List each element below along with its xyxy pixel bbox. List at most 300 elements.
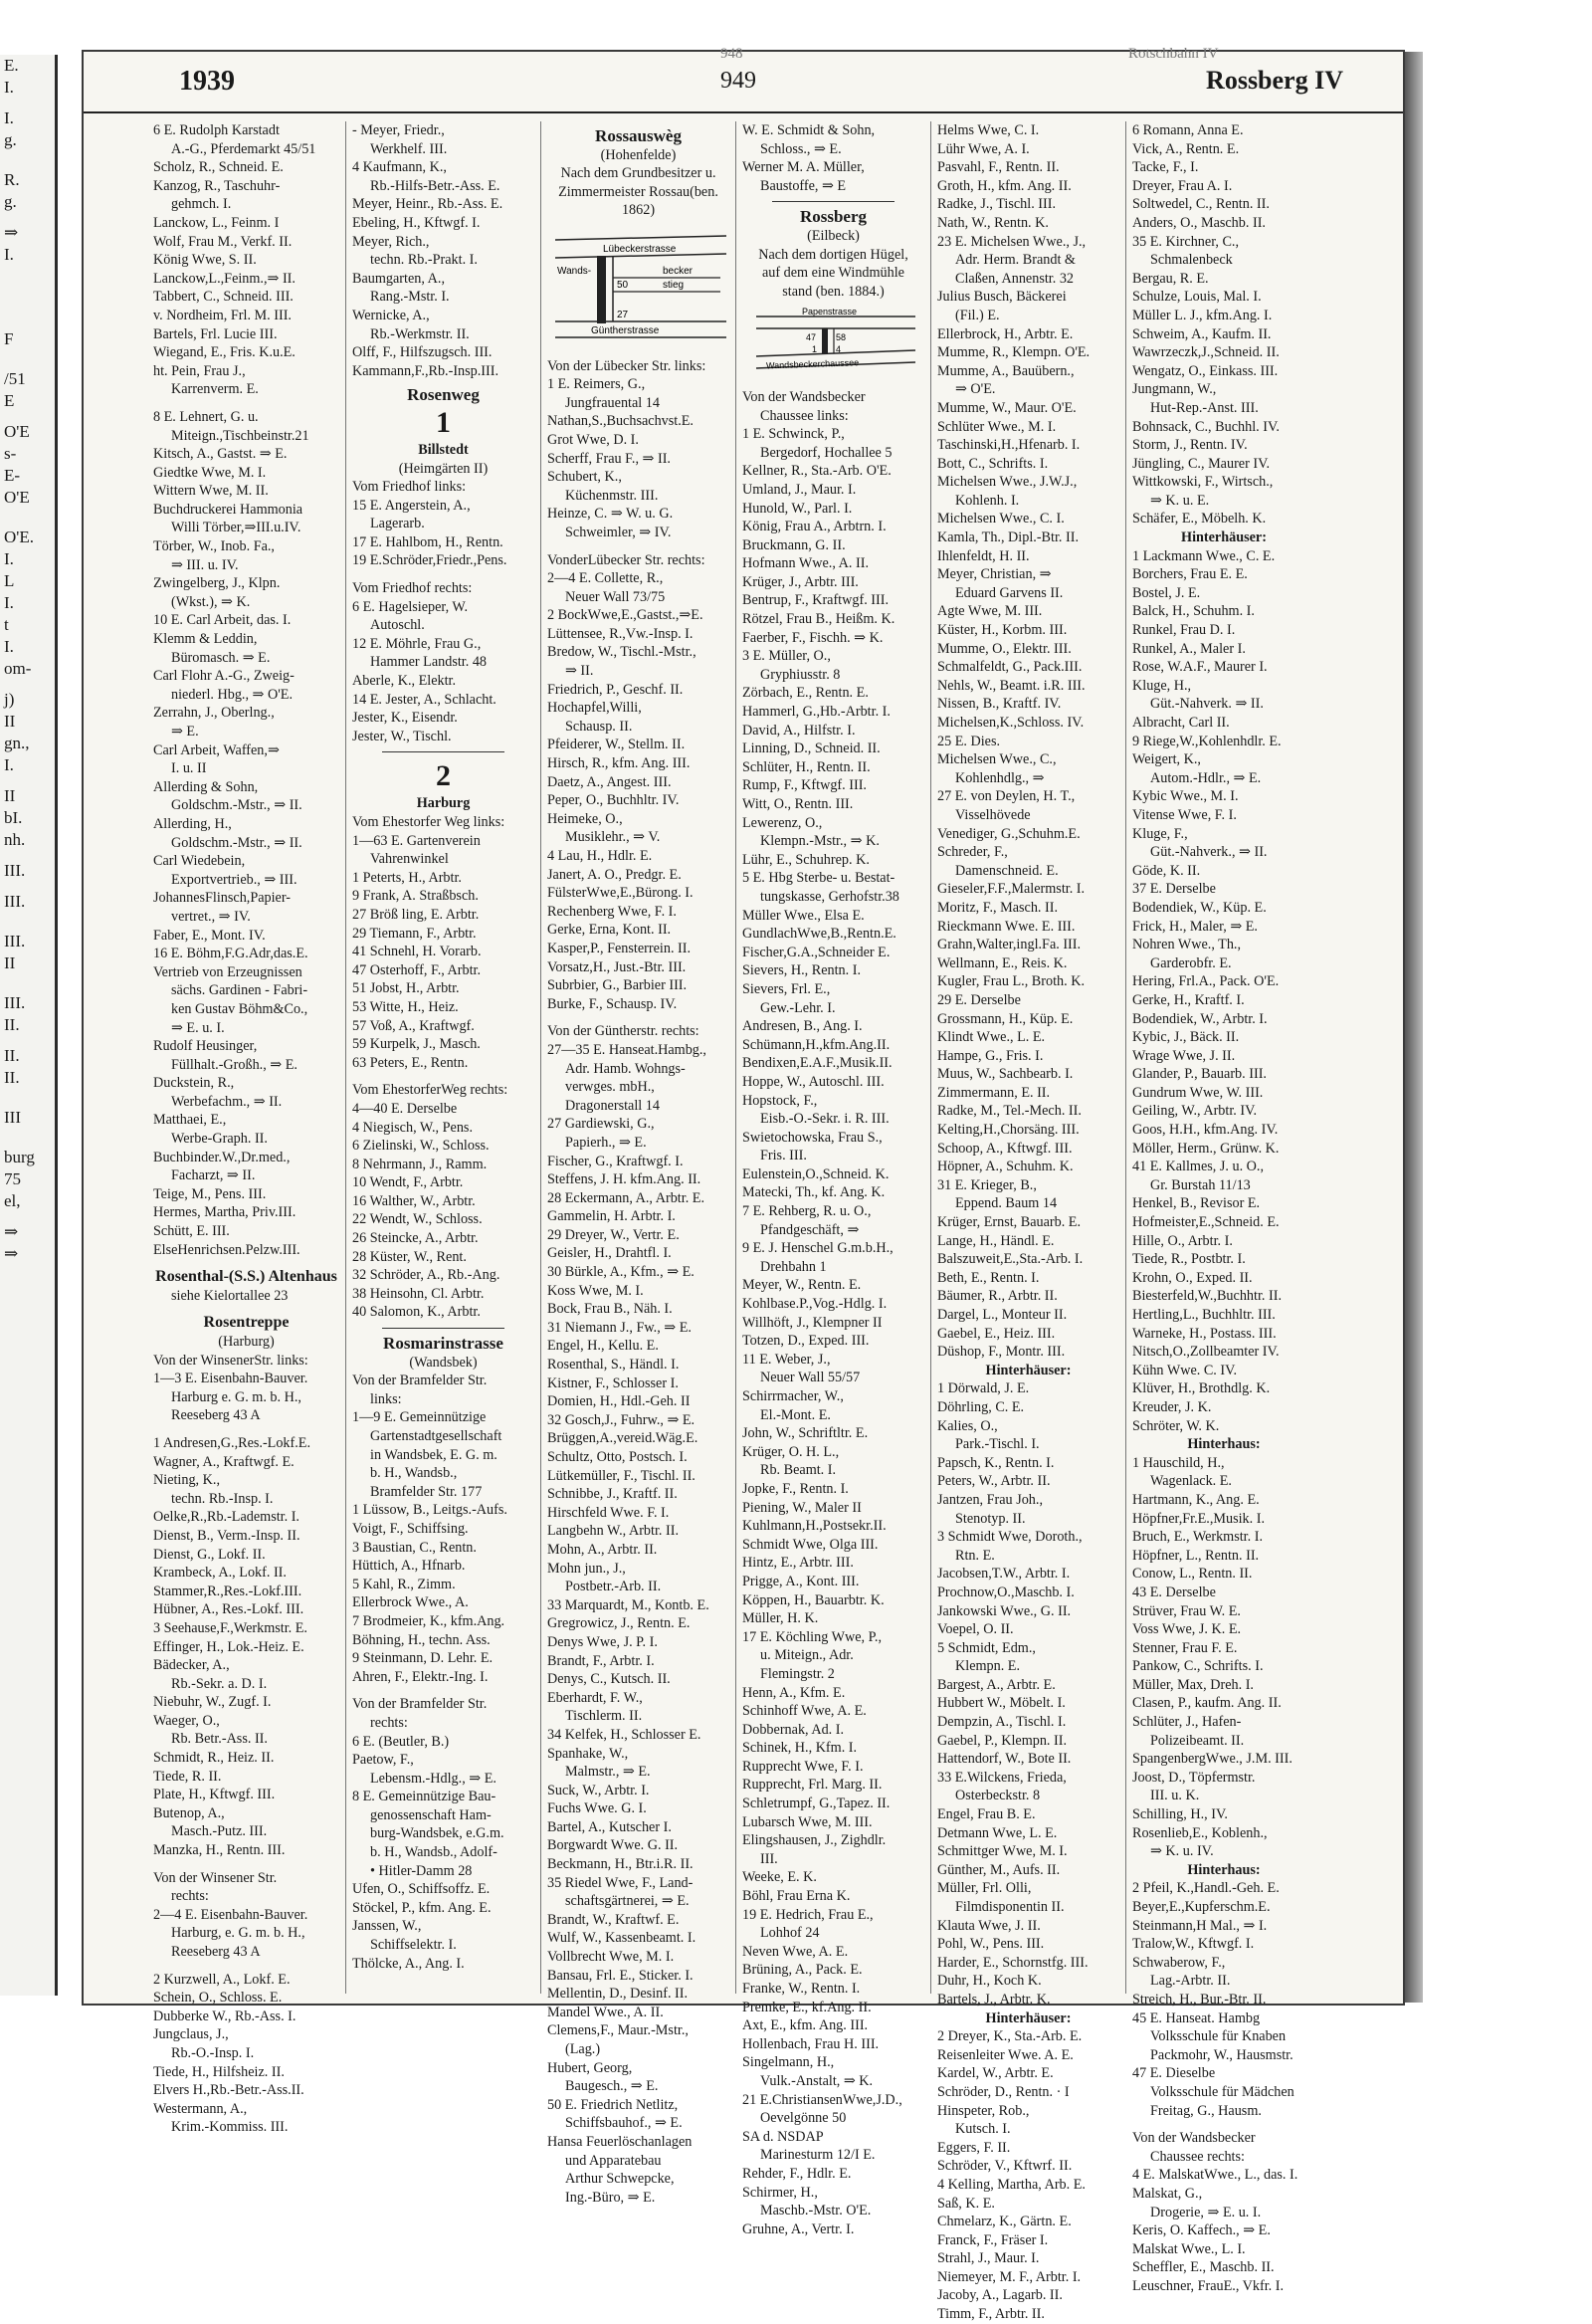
directory-entry: Fischer,G.A.,Schneider E. — [742, 944, 891, 960]
directory-entry: Carl Flohr A.-G., Zweig- — [153, 668, 295, 685]
directory-entry: Goldschm.-Mstr., ⇒ II. — [171, 797, 302, 814]
directory-entry: Chaussee links: — [760, 407, 849, 424]
sliver-fragment: s- — [4, 444, 17, 463]
directory-entry: Westermann, A., — [153, 2100, 248, 2117]
directory-entry: Autom.-Hdlr., ⇒ E. — [1150, 769, 1262, 786]
sliver-fragment: E — [4, 391, 15, 410]
directory-entry: Andresen, B., Ang. I. — [742, 1018, 863, 1035]
directory-entry: Tiede, H., Hilfsheiz. II. — [153, 2063, 285, 2080]
directory-entry: tungskasse, Gerhofstr.38 — [760, 888, 899, 905]
directory-entry: Vulk.-Anstalt, ⇒ K. — [760, 2072, 874, 2089]
directory-entry: Bergau, R. E. — [1132, 270, 1209, 287]
sliver-fragment — [0, 319, 55, 328]
directory-entry: Facharzt, ⇒ II. — [171, 1167, 256, 1184]
directory-entry: Kluge, F., — [1132, 825, 1188, 842]
directory-entry: Julius Busch, Bäckerei — [937, 289, 1067, 306]
sliver-fragment: t — [4, 615, 9, 634]
directory-entry: Tralow,W., Kftwgf. I. — [1132, 1936, 1255, 1953]
directory-entry: Eggers, F. II. — [937, 2139, 1011, 2156]
directory-entry: 16 Walther, W., Arbtr. — [352, 1192, 476, 1209]
directory-entry: Vick, A., Rentn. E. — [1132, 140, 1240, 157]
directory-entry: Rang.-Mstr. I. — [370, 289, 450, 306]
directory-entry: Schütt, E. III. — [153, 1223, 230, 1240]
directory-entry: Nieting, K., — [153, 1472, 220, 1489]
directory-entry: Vom Friedhof rechts: — [352, 580, 473, 597]
directory-entry: 17 E. Hahlbom, H., Rentn. — [352, 533, 503, 550]
directory-entry: Detmann Wwe, L. E. — [937, 1824, 1058, 1841]
directory-entry: Reeseberg 43 A — [171, 1407, 261, 1424]
directory-entry: Axt, E., kfm. Ang. III. — [742, 2017, 869, 2034]
sliver-fragment — [0, 509, 55, 518]
directory-entry: Hinspeter, Rob., — [937, 2102, 1030, 2119]
directory-entry: Meyer, Heinr., Rb.-Ass. E. — [352, 196, 503, 213]
directory-entry: Schilling, H., IV. — [1132, 1806, 1228, 1823]
directory-entry: Schlüter, J., Hafen- — [1132, 1714, 1242, 1731]
directory-entry: Schlüter Wwe., M. I. — [937, 418, 1057, 435]
directory-entry: Premke, E., kf.Ang. II. — [742, 1999, 872, 2015]
directory-entry: Kohlenh. I. — [955, 492, 1020, 509]
directory-entry — [153, 399, 339, 408]
directory-entry: 28 Eckermann, A., Arbtr. E. — [547, 1189, 705, 1206]
directory-entry: Kreuder, J. K. — [1132, 1398, 1212, 1415]
description-line: stand (ben. 1884.) — [782, 283, 885, 300]
directory-entry: Olff, F., Hilfszugsch. III. — [352, 344, 493, 361]
directory-entry: Meyer, Christian, ⇒ — [937, 566, 1052, 583]
rosenweg-entries — [352, 478, 534, 745]
directory-entry: Schwaberow, F., — [1132, 1954, 1226, 1971]
directory-entry: 25 E. Dies. — [937, 733, 1001, 749]
directory-entry: SA d. NSDAP — [742, 2128, 824, 2145]
directory-entry: ht. Pein, Frau J., — [153, 362, 246, 379]
directory-entry: Törber, W., Inob. Fa., — [153, 538, 275, 555]
directory-entry: Voss Wwe, J. K. E. — [1132, 1621, 1242, 1638]
directory-entry: Brandt, F., Arbtr. I. — [547, 1652, 655, 1669]
directory-entry: Heimeke, O., — [547, 810, 623, 827]
directory-entry: Rump, F., Kftwgf. III. — [742, 777, 867, 794]
directory-entry: Waeger, O., — [153, 1712, 220, 1729]
directory-entry: rechts: — [171, 1888, 209, 1905]
sliver-fragment: I. — [4, 549, 14, 568]
directory-entry: Hansa Feuerlöschanlagen — [547, 2133, 693, 2150]
directory-entry: 38 Heinsohn, Cl. Arbtr. — [352, 1285, 485, 1302]
directory-entry: Soltwedel, C., Rentn. II. — [1132, 196, 1270, 213]
directory-entry: Günther, M., Aufs. II. — [937, 1861, 1061, 1878]
directory-entry: Bansau, Frl. E., Sticker. I. — [547, 1967, 694, 1984]
directory-entry: Stöckel, P., kfm. Ang. E. — [352, 1899, 492, 1916]
section-title-rosenweg: Rosenweg — [407, 385, 480, 405]
directory-entry: Mohn jun., J., — [547, 1560, 626, 1577]
directory-entry: Kutsch. I. — [955, 2121, 1011, 2138]
directory-entry: Helms Wwe, C. I. — [937, 122, 1040, 138]
sliver-fragment — [0, 1138, 55, 1147]
sliver-fragment: I. — [4, 78, 14, 97]
directory-entry: 9 E. J. Henschel G.m.b.H., — [742, 1240, 894, 1257]
sliver-fragment — [0, 302, 55, 311]
directory-entry: genossenschaft Ham- — [370, 1806, 492, 1823]
directory-entry: Carl Wiedebein, — [153, 853, 246, 870]
directory-entry: ⇒ K. u. E. — [1150, 492, 1210, 509]
directory-entry: 47 Osterhoff, F., Arbtr. — [352, 961, 482, 978]
directory-entry: Spanhake, W., — [547, 1745, 629, 1762]
directory-entry: Vom Ehestorfer Weg links: — [352, 814, 505, 830]
directory-entry: Hattendorf, W., Bote II. — [937, 1751, 1072, 1768]
directory-entry: III. — [760, 1850, 778, 1867]
directory-entry: 27 Bröß ling, E. Arbtr. — [352, 906, 480, 923]
directory-entry: Schümann,H.,kfm.Ang.II. — [742, 1036, 891, 1053]
directory-entry: Volksschule für Mädchen — [1150, 2083, 1294, 2100]
directory-entry: Piening, W., Maler II — [742, 1499, 862, 1516]
directory-entry: Rötzel, Frau B., Heißm. K. — [742, 611, 896, 628]
directory-entry: Eduard Garvens II. — [955, 584, 1064, 601]
directory-entry: 41 Schnehl, H. Vorarb. — [352, 944, 482, 960]
directory-entry: Hammerl, G.,Hb.-Arbtr. I. — [742, 704, 891, 721]
directory-entry: Meyer, W., Rentn. E. — [742, 1277, 862, 1294]
directory-entry: Duckstein, R., — [153, 1075, 235, 1092]
directory-entry: Malskat, G., — [1132, 2185, 1203, 2202]
directory-entry: 31 Niemann J., Fw., ⇒ E. — [547, 1319, 692, 1336]
directory-entry: Kybic Wwe., M. I. — [1132, 788, 1239, 805]
directory-entry: Bargest, A., Arbtr. E. — [937, 1676, 1056, 1693]
directory-entry: Rudolf Heusinger, — [153, 1038, 258, 1055]
directory-entry: 45 E. Hanseat. Hambg — [1132, 2009, 1261, 2026]
directory-entry: Steffens, J. H. kfm.Ang. II. — [547, 1171, 701, 1188]
directory-entry: Schinek, H., Kfm. I. — [742, 1740, 858, 1757]
sliver-fragment: 75 — [4, 1169, 21, 1188]
directory-entry: Stammer,R.,Res.-Lokf.III. — [153, 1583, 302, 1599]
sliver-fragment: nh. — [4, 830, 26, 849]
directory-entry: 11 E. Weber, J., — [742, 1351, 831, 1368]
directory-entry: Kohlenhdlg., ⇒ — [955, 769, 1045, 786]
column-1 — [147, 121, 346, 2136]
directory-entry: Zwingelberg, J., Klpn. — [153, 575, 281, 592]
directory-entry: Ihlenfeldt, H. II. — [937, 547, 1030, 564]
directory-entry: Pasvahl, F., Rentn. II. — [937, 159, 1060, 176]
rosenweg-section-1: 1 — [436, 405, 451, 439]
directory-entry: Nehls, W., Beamt. i.R. III. — [937, 677, 1086, 694]
directory-entry: 2 BockWwe,E.,Gastst.,⇒E. — [547, 607, 703, 624]
directory-entry: Engel, H., Kellu. E. — [547, 1338, 659, 1355]
directory-entry: El.-Mont. E. — [760, 1406, 831, 1423]
directory-entry: Schmittger Wwe, M. I. — [937, 1843, 1068, 1860]
sliver-fragment — [0, 151, 55, 160]
directory-entry: I. u. II — [171, 760, 207, 777]
directory-entry: 5 E. Hbg Sterbe- u. Bestat- — [742, 870, 896, 887]
directory-entry: Mandel Wwe., A. II. — [547, 2004, 664, 2020]
directory-entry: Hinterhäuser: — [1181, 529, 1267, 546]
directory-entry: Vertrieb von Erzeugnissen — [153, 963, 302, 980]
directory-entry: 28 Küster, W., Rent. — [352, 1248, 467, 1265]
directory-entry: Voigt, F., Schiffsing. — [352, 1520, 469, 1537]
directory-entry: Rosenlieb,E., Koblenh., — [1132, 1824, 1268, 1841]
directory-entry: u. Miteign., Adr. — [760, 1647, 854, 1664]
directory-entry: Nathan,S.,Buchsachvst.E. — [547, 413, 694, 430]
rosenweg-2-entries — [352, 813, 534, 1322]
directory-entry: Von der Wandsbecker — [1132, 2130, 1256, 2147]
sliver-fragment: j) — [4, 690, 15, 709]
directory-entry: Kellner, R., Sta.-Arb. O'E. — [742, 463, 892, 480]
directory-entry: Schoop, A., Kftwgf. III. — [937, 1140, 1073, 1157]
directory-entry: Scherff, Frau F., ⇒ II. — [547, 450, 671, 467]
directory-entry: Michelsen Wwe., J.W.J., — [937, 474, 1078, 491]
directory-entry: Lohhof 24 — [760, 1925, 820, 1942]
directory-entry: Vorsatz,H., Just.-Btr. III. — [547, 958, 687, 975]
directory-entry: Kühn Wwe. C. IV. — [1132, 1362, 1238, 1378]
directory-entry: Visselhövede — [955, 806, 1031, 823]
directory-entry: Adr. Herm. Brandt & — [955, 252, 1076, 269]
directory-entry: Müller Wwe., Elsa E. — [742, 907, 865, 924]
directory-entry: Rb.-Sekr. a. D. I. — [171, 1675, 268, 1692]
directory-entry: Kluge, H., — [1132, 677, 1192, 694]
directory-entry: Faber, E., Mont. IV. — [153, 927, 266, 944]
directory-entry: Zerrahn, J., Oberlng., — [153, 705, 275, 722]
directory-entry: Werner M. A. Müller, — [742, 159, 865, 176]
sliver-fragment — [0, 311, 55, 319]
directory-entry: Rb.-Hilfs-Betr.-Ass. E. — [370, 177, 500, 194]
directory-entry: Balszuweit,E.,Sta.-Arb. I. — [937, 1251, 1084, 1268]
directory-entry: Werbefachm., ⇒ II. — [171, 1093, 283, 1110]
directory-entry: Elingshausen, J., Zighdlr. — [742, 1832, 887, 1849]
sliver-fragment — [0, 293, 55, 302]
directory-entry: techn. Rb.-Prakt. I. — [370, 252, 478, 269]
column-6 — [1126, 121, 1321, 2294]
sliver-fragment: III — [4, 1108, 21, 1127]
directory-entry: 33 E.Wilckens, Frieda, — [937, 1769, 1067, 1786]
directory-entry: ken Gustav Böhm&Co., — [171, 1000, 308, 1017]
directory-entry: 4 Niegisch, W., Pens. — [352, 1119, 473, 1136]
directory-entry: Weeke, E. K. — [742, 1869, 817, 1886]
directory-entry: Gew.-Lehr. I. — [760, 999, 836, 1016]
directory-entry — [547, 542, 729, 551]
directory-entry: Von der Bramfelder Str. — [352, 1696, 488, 1713]
divider — [772, 201, 895, 202]
directory-entry: Schirrmacher, W., — [742, 1388, 844, 1404]
directory-entry: Dienst, G., Lokf. II. — [153, 1546, 266, 1563]
directory-entry: 3 Baustian, C., Rentn. — [352, 1539, 477, 1556]
directory-entry: Böhl, Frau Erna K. — [742, 1888, 851, 1905]
directory-entry: Rb.-O.-Insp. I. — [171, 2044, 255, 2061]
directory-entry: 40 Salomon, K., Arbtr. — [352, 1304, 481, 1321]
previous-page-number: 948 — [720, 46, 743, 62]
directory-entry: Teige, M., Pens. III. — [153, 1185, 267, 1202]
directory-entry: Pfandgeschäft, ⇒ — [760, 1221, 860, 1238]
sliver-fragment: /51 — [4, 369, 26, 388]
directory-entry: Göde, K. II. — [1132, 862, 1201, 879]
directory-entry: Janert, A. O., Predgr. E. — [547, 866, 682, 883]
directory-entry: Koss Wwe, M. I. — [547, 1282, 644, 1299]
directory-entry: Henkel, B., Revisor E. — [1132, 1195, 1261, 1212]
sliver-fragment — [0, 1036, 55, 1045]
directory-entry: Lange, H., Händl. E. — [937, 1232, 1055, 1249]
directory-entry: Suck, W., Arbtr. I. — [547, 1782, 650, 1798]
directory-entry: Jungclaus, J., — [153, 2026, 229, 2043]
directory-entry: 5 Kahl, R., Zimm. — [352, 1576, 456, 1592]
rossberg-description — [742, 246, 924, 302]
directory-entry: Gaebel, E., Heiz. III. — [937, 1325, 1056, 1342]
sliver-fragment — [0, 882, 55, 891]
directory-entry: Bruckmann, G. II. — [742, 536, 846, 553]
directory-entry: (Wkst.), ⇒ K. — [171, 593, 251, 610]
rossausweg-description — [547, 164, 729, 220]
description-line: Nach dem dortigen Hügel, — [758, 246, 908, 263]
sliver-fragment: g. — [4, 192, 17, 211]
sliver-fragment: III. — [4, 861, 26, 880]
sliver-fragment: I. — [4, 593, 14, 612]
directory-entry: Wittern Wwe, M. II. — [153, 483, 269, 500]
directory-entry: 4 Kelling, Martha, Arb. E. — [937, 2176, 1086, 2193]
directory-entry: VonderLübecker Str. rechts: — [547, 551, 705, 568]
directory-entry: Hollenbach, Frau H. III. — [742, 2035, 880, 2052]
directory-entry: Schein, O., Schloss. E. — [153, 1990, 283, 2007]
directory-entry: Böhning, H., techn. Ass. — [352, 1631, 491, 1648]
directory-entry: 1 Lackmann Wwe., C. E. — [1132, 547, 1276, 564]
directory-entry: Chaussee rechts: — [1150, 2148, 1245, 2165]
description-line: Zimmermeister Rossau(ben. — [558, 183, 718, 200]
directory-entry: Schnibbe, J., Kraftf. II. — [547, 1486, 678, 1503]
directory-entry: Geisler, H., Drahtfl. I. — [547, 1245, 672, 1262]
directory-entry: Bramfelder Str. 177 — [370, 1483, 483, 1500]
directory-entry: Filmdisponentin II. — [955, 1899, 1065, 1915]
directory-entry: Osterbeckstr. 8 — [955, 1788, 1041, 1804]
directory-entry: Scholz, R., Schneid. E. — [153, 159, 284, 176]
directory-entry: Harburg, e. G. m. b. H., — [171, 1925, 305, 1942]
directory-entry: Pohl, W., Pens. III. — [937, 1936, 1045, 1953]
directory-entry: (Fil.) E. — [955, 307, 1000, 323]
rosenweg-district-harburg: Harburg — [416, 795, 471, 812]
directory-entry: Bock, Frau B., Näh. I. — [547, 1301, 673, 1318]
directory-entry: Muus, W., Sachbearb. I. — [937, 1066, 1074, 1083]
sliver-fragment: bI. — [4, 808, 23, 827]
directory-entry: Vom Friedhof links: — [352, 479, 467, 496]
map-label-wandsbeckerchaussee: Wandsbeckerchaussee — [765, 357, 860, 371]
directory-entry: Hinterhäuser: — [985, 2009, 1072, 2026]
directory-entry: Papierh., ⇒ E. — [565, 1134, 647, 1151]
directory-entry: Lanckow, L., Feinm. I — [153, 214, 280, 231]
sliver-fragment — [0, 680, 55, 689]
directory-entry: Bendixen,E.A.F.,Musik.II. — [742, 1055, 893, 1072]
directory-entry: Aberle, K., Elektr. — [352, 673, 457, 690]
directory-entry: Reeseberg 43 A — [171, 1944, 261, 1960]
map-label-luebeckerstrasse: Lübeckerstrasse — [603, 243, 677, 255]
directory-entry: Lebensm.-Hdlg., ⇒ E. — [370, 1770, 497, 1787]
directory-entry: Brandt, W., Kraftwf. E. — [547, 1911, 680, 1928]
directory-entry: Storm, J., Rentn. IV. — [1132, 437, 1248, 454]
directory-entry: Radke, J., Tischl. III. — [937, 196, 1057, 213]
directory-entry: Hopstock, F., — [742, 1092, 818, 1109]
directory-entry: 21 E.ChristiansenWwe,J.D., — [742, 2091, 902, 2108]
directory-entry: Prochnow,O.,Maschb. I. — [937, 1584, 1075, 1600]
column-4-top-entries — [742, 121, 924, 195]
page-edge-shadow — [1405, 52, 1423, 2003]
directory-entry: Baustoffe, ⇒ E — [760, 177, 847, 194]
directory-entry: Runkel, A., Maler I. — [1132, 640, 1246, 657]
sliver-fragment: el, — [4, 1191, 21, 1210]
directory-entry: Niemeyer, M. F., Arbtr. I. — [937, 2268, 1082, 2285]
directory-entry: Krohn, O., Exped. II. — [1132, 1269, 1253, 1286]
directory-entry: Füllhalt.-Großh., ⇒ E. — [171, 1056, 298, 1073]
directory-entry: Kasper,P., Fensterrein. II. — [547, 940, 692, 956]
directory-entry: Krüger, O. H. L., — [742, 1443, 840, 1460]
rossberg-entries — [742, 388, 924, 2238]
directory-entry: Baugesch., ⇒ E. — [565, 2078, 659, 2095]
directory-entry: ⇒ O'E. — [955, 381, 996, 398]
directory-entry: Klüver, H., Brothdlg. K. — [1132, 1380, 1271, 1397]
directory-entry: Klemm & Leddin, — [153, 631, 258, 648]
directory-entry: 6 E. Hagelsieper, W. — [352, 598, 469, 615]
directory-entry: Düshop, F., Montr. III. — [937, 1344, 1066, 1361]
sliver-fragment — [0, 983, 55, 992]
directory-entry: Grot Wwe, D. I. — [547, 431, 639, 448]
directory-entry: 1 Peterts, H., Arbtr. — [352, 869, 462, 886]
directory-entry: Duhr, H., Koch K. — [937, 1973, 1042, 1990]
directory-entry: Peper, O., Buchhltr. IV. — [547, 792, 680, 809]
directory-entry: Beth, E., Rentn. I. — [937, 1269, 1040, 1286]
directory-entry: Freitag, G., Hausm. — [1150, 2102, 1262, 2119]
directory-entry: b. H., Wandsb., Adolf- — [370, 1844, 498, 1861]
directory-entry: 4 E. MalskatWwe., L., das. I. — [1132, 2167, 1298, 2184]
directory-entry: Klauta Wwe, J. II. — [937, 1917, 1041, 1934]
directory-entry: Schmidt, R., Heiz. II. — [153, 1750, 275, 1767]
directory-entry: Schröder, V., Kftwrf. II. — [937, 2158, 1073, 2175]
directory-entry: Lühr Wwe, A. I. — [937, 140, 1030, 157]
directory-entry — [352, 570, 534, 579]
column-5 — [931, 121, 1126, 2323]
directory-entry: 59 Kurpelk, J., Masch. — [352, 1036, 481, 1053]
directory-entry: Warneke, H., Postass. III. — [1132, 1325, 1277, 1342]
directory-entry: Rtn. E. — [955, 1547, 995, 1564]
map-label-4: 4 — [836, 344, 842, 355]
directory-entry: Jester, W., Tischl. — [352, 728, 452, 744]
sliver-fragment: I. — [4, 245, 14, 264]
directory-entry: Taschinski,H.,Hfenarb. I. — [937, 437, 1081, 454]
directory-entry: Nohren Wwe., Th., — [1132, 937, 1242, 953]
directory-entry: Swietochowska, Frau S., — [742, 1129, 883, 1146]
rossausweg-entries — [547, 357, 729, 2208]
directory-entry: Eberhardt, F. W., — [547, 1689, 643, 1706]
directory-entry: Schiffsbauhof., ⇒ E. — [565, 2115, 683, 2132]
directory-entry: Drogerie, ⇒ E. u. I. — [1150, 2204, 1262, 2220]
sliver-fragment: II. — [4, 1046, 20, 1065]
directory-entry: Karrenverm. E. — [171, 381, 259, 398]
sliver-fragment: ⇒ — [4, 1222, 19, 1241]
directory-entry: Balck, H., Schuhm. I. — [1132, 603, 1255, 620]
sliver-fragment: O'E. — [4, 528, 34, 546]
directory-entry: 10 Wendt, F., Arbtr. — [352, 1174, 464, 1191]
previous-page-header-bleed — [84, 46, 1403, 64]
directory-entry: Küster, H., Korbm. III. — [937, 622, 1068, 639]
directory-entry: sächs. Gardinen - Fabri- — [171, 982, 308, 999]
directory-entry: Janssen, W., — [352, 1918, 422, 1935]
directory-entry: Groth, H., kfm. Ang. II. — [937, 177, 1072, 194]
directory-entry: Lubarsch Wwe, M. III. — [742, 1813, 873, 1830]
directory-entry: Wellmann, E., Reis. K. — [937, 954, 1068, 971]
directory-entry: Musiklehr., ⇒ V. — [565, 829, 661, 846]
directory-entry — [153, 1425, 339, 1434]
directory-entry: Tiede, R. II. — [153, 1768, 222, 1785]
directory-entry: Nitsch,O.,Zollbeamter IV. — [1132, 1344, 1280, 1361]
directory-entry: Franck, F., Fräser I. — [937, 2231, 1049, 2248]
directory-entry: Daetz, A., Angest. III. — [547, 773, 672, 790]
directory-entry: Prigge, A., Kont. III. — [742, 1573, 860, 1589]
directory-entry: Sievers, H., Rentn. I. — [742, 962, 862, 979]
map-label-becker: becker — [663, 265, 694, 277]
directory-entry: verwges. mbH., — [565, 1079, 655, 1096]
directory-entry: 22 Wendt, W., Schloss. — [352, 1211, 483, 1228]
directory-entry: Anders, O., Maschb. II. — [1132, 214, 1266, 231]
directory-entry: 4—40 E. Derselbe — [352, 1100, 458, 1117]
rossausweg-street-map — [551, 226, 730, 345]
directory-entry: Krambeck, A., Lokf. II. — [153, 1565, 287, 1582]
sliver-fragment — [0, 359, 55, 368]
